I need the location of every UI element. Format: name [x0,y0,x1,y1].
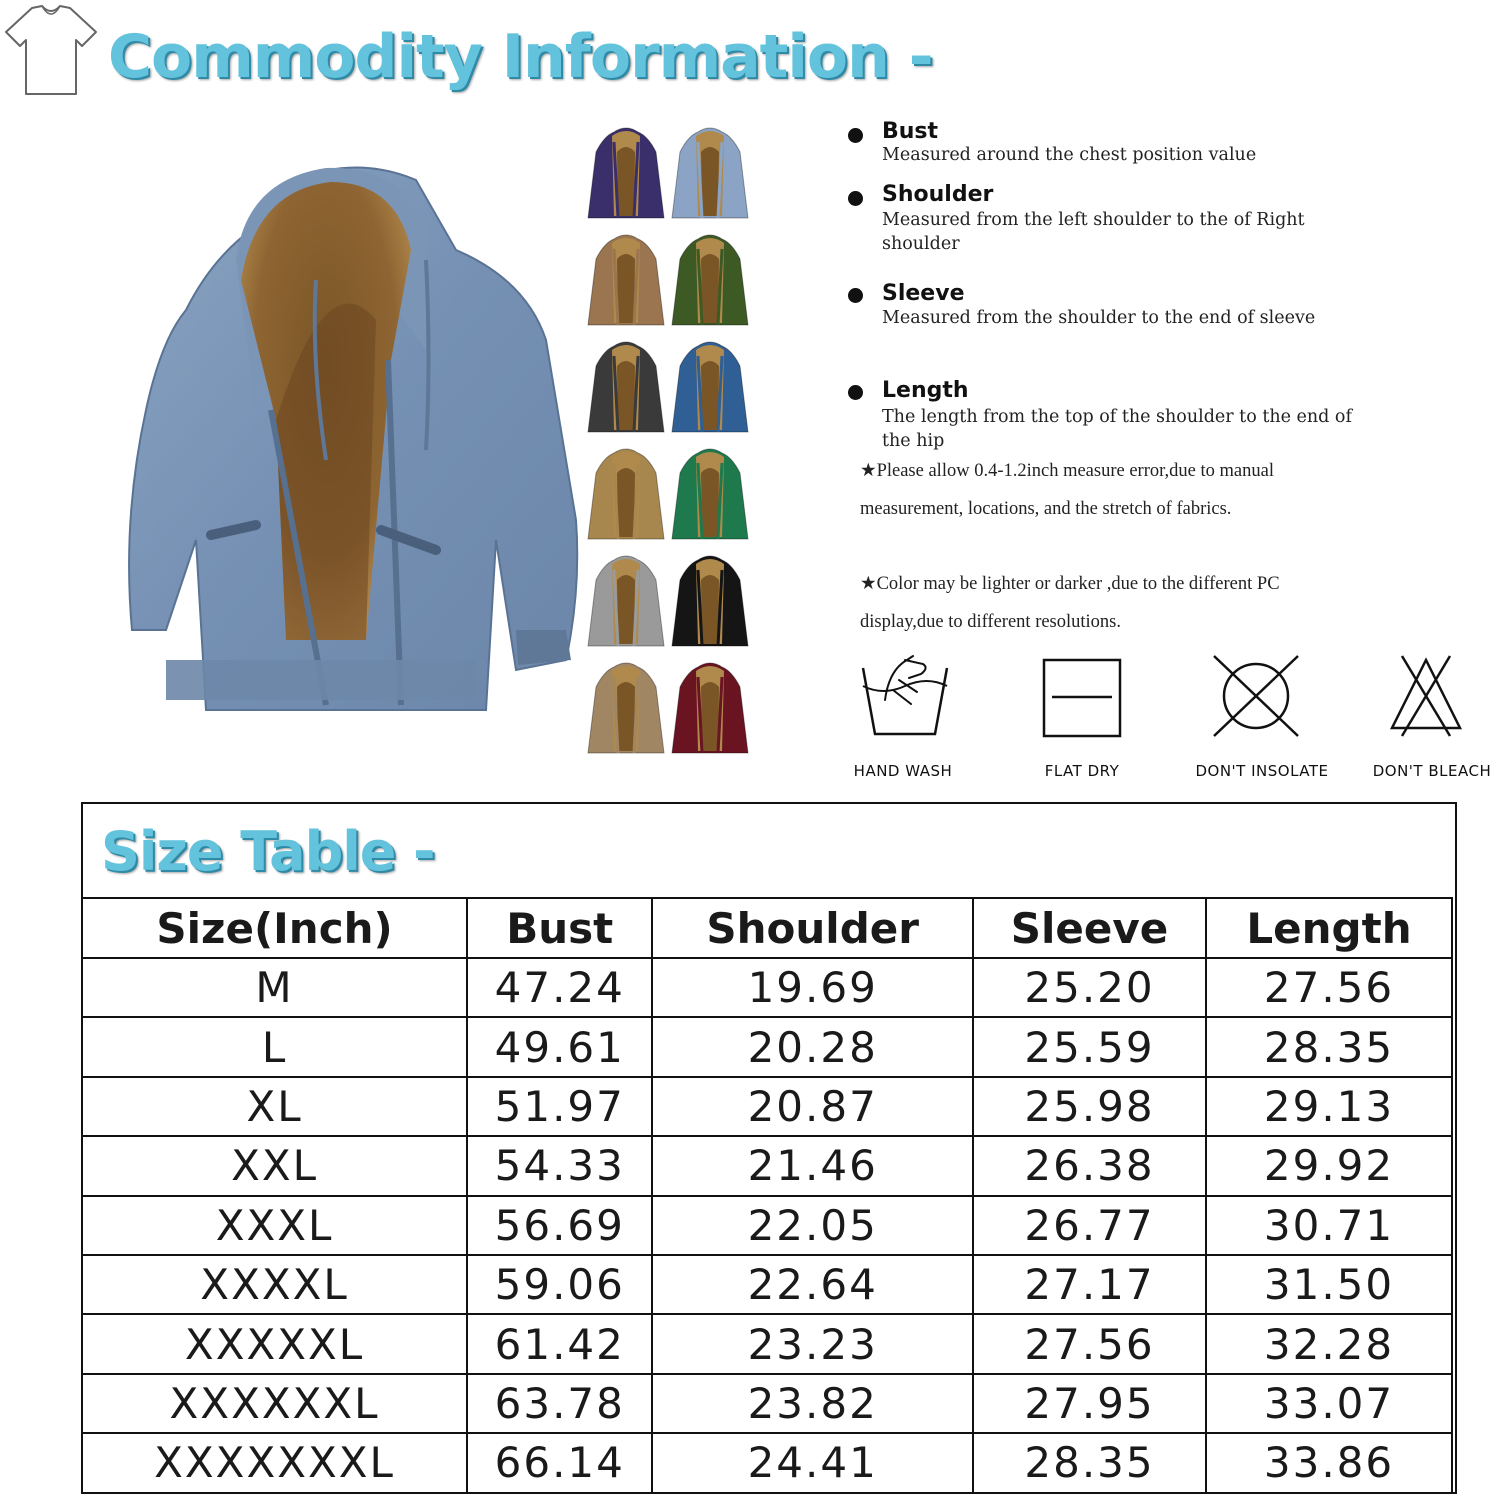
cell-length: 33.86 [1206,1433,1452,1492]
cell-bust: 63.78 [467,1374,652,1433]
cell-bust: 47.24 [467,958,652,1017]
cell-sleeve: 27.56 [973,1314,1206,1373]
table-row [82,1314,1452,1373]
cell-bust: 59.06 [467,1255,652,1314]
care-dont-insolate [1192,650,1332,785]
column-header-bust: Bust [467,898,652,958]
color-swatch-grid [584,122,754,762]
cell-size: XXL [82,1136,467,1195]
table-row [82,1255,1452,1314]
cell-length: 28.35 [1206,1017,1452,1076]
table-row [82,1077,1452,1136]
size-table-title: Size Table - [101,820,435,883]
cell-length: 31.50 [1206,1255,1452,1314]
cell-size: XL [82,1077,467,1136]
color-swatch-jacket [668,122,752,226]
cell-sleeve: 28.35 [973,1433,1206,1492]
color-swatch-jacket [584,122,668,226]
cell-shoulder: 21.46 [652,1136,973,1195]
cell-length: 27.56 [1206,958,1452,1017]
cell-sleeve: 26.77 [973,1196,1206,1255]
column-header-size: Size(Inch) [82,898,467,958]
color-swatch-jacket [668,443,752,547]
measurement-term: Bust [882,119,939,144]
table-row [82,1136,1452,1195]
color-swatch-jacket [668,336,752,440]
cell-shoulder: 22.05 [652,1196,973,1255]
cell-sleeve: 27.17 [973,1255,1206,1314]
note-measure-error: ★Please allow 0.4-1.2inch measure error,due to manual measurement, locations, and the stretch of fabrics. [860,461,1274,519]
column-header-length: Length [1206,898,1452,958]
color-swatch-jacket [668,550,752,654]
measurement-desc: Measured from the shoulder to the end of sleeve [882,308,1316,328]
cell-size: XXXXXL [82,1314,467,1373]
cell-size: M [82,958,467,1017]
size-table-panel [81,802,1457,1494]
cell-bust: 51.97 [467,1077,652,1136]
size-table [81,897,1453,1494]
cell-size: XXXXXXL [82,1374,467,1433]
cell-bust: 66.14 [467,1433,652,1492]
color-swatch-jacket [584,550,668,654]
cell-size: XXXL [82,1196,467,1255]
table-header-row [82,898,1452,958]
dont-insolate-icon [1192,650,1332,760]
cell-shoulder: 19.69 [652,958,973,1017]
cell-length: 29.92 [1206,1136,1452,1195]
note-color-variance: ★Color may be lighter or darker ,due to the different PC display,due to different resolutions. [860,574,1280,632]
care-flat-dry [1012,650,1152,785]
color-swatch-jacket [668,657,752,761]
care-label: DON'T INSOLATE [1195,762,1329,780]
cell-shoulder: 22.64 [652,1255,973,1314]
cell-shoulder: 24.41 [652,1433,973,1492]
cell-sleeve: 25.20 [973,958,1206,1017]
table-row [82,1374,1452,1433]
hand-wash-icon [833,650,973,760]
measurement-desc: The length from the top of the shoulder to the end of the hip [882,407,1352,451]
cell-shoulder: 23.82 [652,1374,973,1433]
table-row [82,1196,1452,1255]
cell-length: 30.71 [1206,1196,1452,1255]
cell-length: 29.13 [1206,1077,1452,1136]
color-swatch-jacket [584,657,668,761]
bullet-icon [848,191,863,206]
cell-size: L [82,1017,467,1076]
cell-shoulder: 20.28 [652,1017,973,1076]
flat-dry-icon [1012,650,1152,760]
cell-shoulder: 23.23 [652,1314,973,1373]
cell-sleeve: 25.98 [973,1077,1206,1136]
measurement-term: Length [882,378,969,403]
care-label: HAND WASH [853,762,953,780]
cell-size: XXXXL [82,1255,467,1314]
color-swatch-jacket [584,229,668,333]
page-title: Commodity Information - [108,22,933,92]
table-row [82,1433,1452,1492]
cell-bust: 54.33 [467,1136,652,1195]
cell-size: XXXXXXXL [82,1433,467,1492]
color-swatch-jacket [584,336,668,440]
cell-length: 32.28 [1206,1314,1452,1373]
table-row [82,1017,1452,1076]
measurement-desc: Measured around the chest position value [882,145,1257,165]
color-swatch-jacket [584,443,668,547]
column-header-shoulder: Shoulder [652,898,973,958]
bullet-icon [848,128,863,143]
dont-bleach-icon [1362,650,1497,760]
tshirt-icon [2,2,100,98]
column-header-sleeve: Sleeve [973,898,1206,958]
cell-sleeve: 25.59 [973,1017,1206,1076]
care-hand-wash [833,650,973,785]
bullet-icon [848,385,863,400]
cell-sleeve: 26.38 [973,1136,1206,1195]
color-swatch-jacket [668,229,752,333]
measurement-term: Shoulder [882,182,994,207]
jacket-image [126,160,586,730]
bullet-icon [848,288,863,303]
measurement-term: Sleeve [882,281,965,306]
cell-sleeve: 27.95 [973,1374,1206,1433]
cell-bust: 49.61 [467,1017,652,1076]
cell-length: 33.07 [1206,1374,1452,1433]
care-label: FLAT DRY [1044,762,1120,780]
table-row [82,958,1452,1017]
care-dont-bleach [1362,650,1497,785]
measurement-desc: Measured from the left shoulder to the of Right shoulder [882,210,1305,254]
cell-bust: 61.42 [467,1314,652,1373]
cell-shoulder: 20.87 [652,1077,973,1136]
care-label: DON'T BLEACH [1372,762,1492,780]
cell-bust: 56.69 [467,1196,652,1255]
